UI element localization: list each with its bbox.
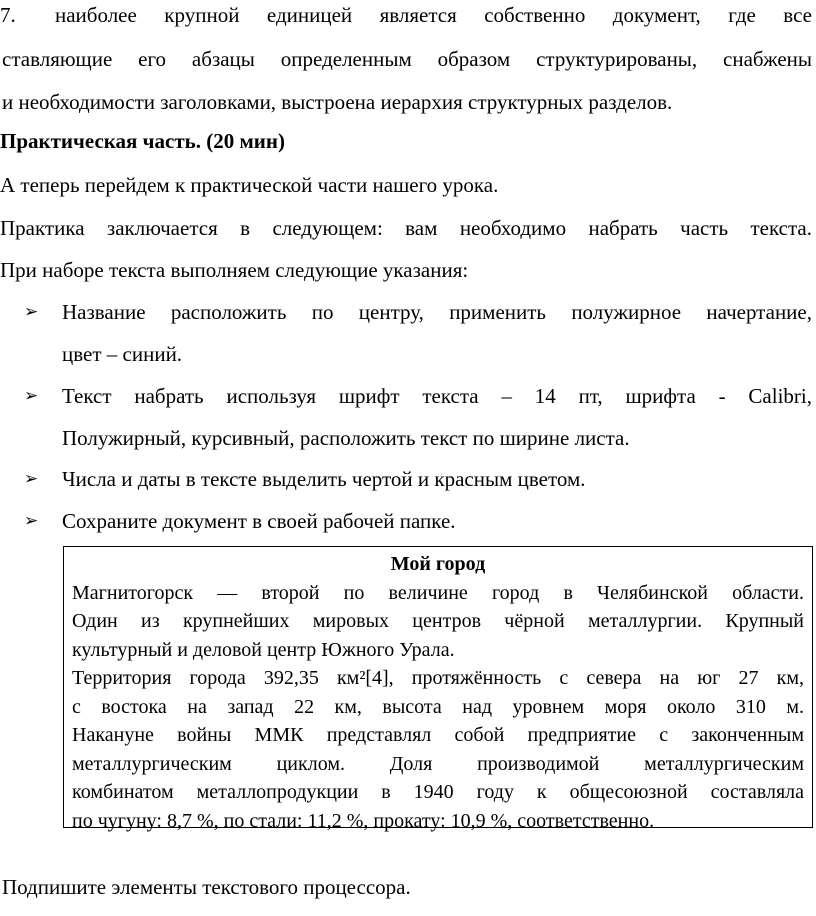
item-7-text-1: наиболее крупной единицей является собственно документ, где все (55, 3, 812, 27)
instruction-item-1 (24, 299, 816, 369)
footer-task: Подпишите элементы текстового процессора. (2, 875, 411, 899)
arrow-bullet-icon: ➢ (24, 302, 39, 322)
sample-line: культурный и деловой центр Южного Урала. (72, 638, 455, 661)
sample-line: по чугуну: 8,7 %, по стали: 11,2 %, прокату: 10,9 %, соответственно. (72, 809, 655, 832)
instruction-3-line-1: Числа и даты в тексте выделить чертой и красным цветом. (62, 467, 586, 491)
sample-line: Территория города 392,35 км²[4], протяжённость с севера на юг 27 км, (72, 667, 804, 689)
instruction-2-line-2: Полужирный, курсивный, расположить текст по ширине листа. (62, 426, 630, 450)
sample-text-box (63, 546, 813, 832)
instruction-1-line-1: Название расположить по центру, применить полужирное начертание, (62, 300, 812, 324)
sample-line: комбинатом металлопродукции в 1940 году к общесоюзной составляла (72, 781, 804, 803)
practice-heading: Практическая часть. (20 мин) (0, 129, 285, 153)
intro-text: А теперь перейдем к практической части нашего урока. (0, 173, 499, 197)
instruction-2-line-1: Текст набрать используя шрифт текста – 14 пт, шрифта - Calibri, (62, 384, 812, 408)
instruction-1-line-2: цвет – синий. (62, 342, 183, 366)
sample-line: Магнитогорск — второй по величине город в Челябинской области. (72, 581, 804, 604)
arrow-bullet-icon: ➢ (24, 386, 39, 406)
item-7-line-3: и необходимости заголовками, выстроена иерархия структурных разделов. (2, 90, 673, 114)
sample-line: с востока на запад 22 км, высота над уровнем моря около 310 м. (72, 695, 804, 718)
sample-line: металлургическим циклом. Доля производимой металлургическим (72, 752, 804, 775)
task-line-1: Практика заключается в следующем: вам необходимо набрать часть текста. (0, 216, 812, 240)
arrow-bullet-icon: ➢ (24, 511, 39, 531)
instruction-item-4 (24, 508, 816, 538)
item-number: 7. (0, 3, 16, 27)
sample-title: Мой город (390, 553, 486, 575)
task-line-2: При наборе текста выполняем следующие указания: (0, 258, 469, 282)
arrow-bullet-icon: ➢ (24, 469, 39, 489)
item-7-line-2: ставляющие его абзацы определенным образом структурированы, снабжены (2, 47, 812, 71)
instruction-item-3 (24, 466, 816, 496)
sample-line: Накануне войны ММК представлял собой предприятие с законченным (72, 724, 804, 746)
instruction-item-2 (24, 383, 816, 453)
instruction-4-line-1: Сохраните документ в своей рабочей папке. (62, 509, 456, 533)
sample-line: Один из крупнейших мировых центров чёрной металлургии. Крупный (72, 610, 804, 632)
